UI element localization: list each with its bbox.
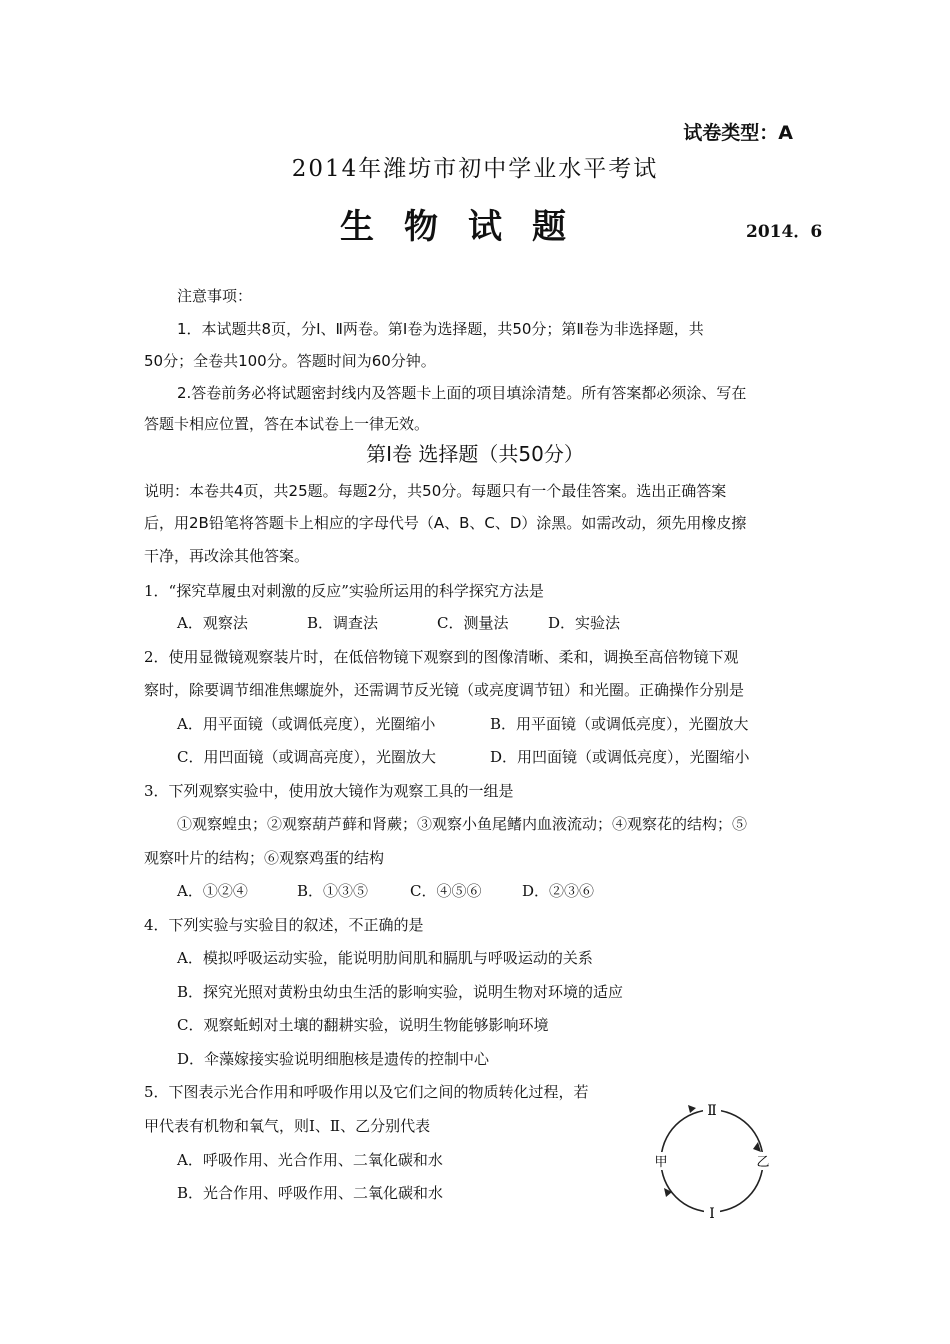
diagram-label-right: 乙 bbox=[756, 1155, 770, 1170]
notice-title: 注意事项： bbox=[177, 287, 253, 305]
q3-option-a: A．①②④ bbox=[177, 882, 248, 900]
exam-title: 2014年潍坊市初中学业水平考试 bbox=[291, 156, 659, 182]
arrow-bottom-left bbox=[664, 1188, 672, 1197]
notice-item1-line2: 50分；全卷共100分。答题时间为60分钟。 bbox=[144, 352, 436, 370]
q2-stem-line2: 察时，除要调节细准焦螺旋外，还需调节反光镜（或亮度调节钮）和光圈。正确操作分别是 bbox=[144, 681, 745, 699]
q1-option-c: C．测量法 bbox=[437, 614, 509, 632]
q2-stem-line1: 2．使用显微镜观察装片时，在低倍物镜下观察到的图像清晰、柔和，调换至高倍物镜下观 bbox=[144, 648, 739, 666]
q3-stem: 3．下列观察实验中，使用放大镜作为观察工具的一组是 bbox=[144, 782, 514, 800]
section1-desc-line3: 干净，再改涂其他答案。 bbox=[144, 547, 310, 565]
q1-option-d: D．实验法 bbox=[548, 614, 621, 632]
section1-title: 第Ⅰ卷 选择题（共50分） bbox=[366, 442, 584, 466]
q5-stem-line2: 甲代表有机物和氧气，则Ⅰ、Ⅱ、乙分别代表 bbox=[144, 1117, 431, 1135]
notice-item2-line1: 2.答卷前务必将试题密封线内及答题卡上面的项目填涂清楚。所有答案都必须涂、写在 bbox=[177, 384, 747, 402]
notice-item2-line2: 答题卡相应位置，答在本试卷上一律无效。 bbox=[144, 415, 430, 433]
q3-option-c: C．④⑤⑥ bbox=[410, 882, 482, 900]
q4-stem: 4．下列实验与实验目的叙述，不正确的是 bbox=[144, 916, 424, 934]
q5-stem-line1: 5．下图表示光合作用和呼吸作用以及它们之间的物质转化过程，若 bbox=[144, 1083, 589, 1101]
diagram-label-left: 甲 bbox=[654, 1155, 668, 1170]
cycle-circle bbox=[661, 1110, 763, 1212]
q3-list-line2: 观察叶片的结构；⑥观察鸡蛋的结构 bbox=[144, 849, 385, 867]
q1-option-a: A．观察法 bbox=[177, 614, 248, 632]
q3-option-b: B．①③⑤ bbox=[297, 882, 369, 900]
q2-option-a: A．用平面镜（或调低亮度），光圈缩小 bbox=[177, 715, 436, 733]
q4-option-c: C．观察蚯蚓对土壤的翻耕实验，说明生物能够影响环境 bbox=[177, 1016, 549, 1034]
q3-list-line1: ①观察蝗虫；②观察葫芦藓和肾蕨；③观察小鱼尾鳍内血液流动；④观察花的结构；⑤ bbox=[177, 815, 748, 833]
section1-desc-line1: 说明：本卷共4页，共25题。每题2分，共50分。每题只有一个最佳答案。选出正确答案 bbox=[144, 482, 727, 500]
subject-title: 生物试题 bbox=[340, 207, 596, 247]
q4-option-b: B．探究光照对黄粉虫幼虫生活的影响实验，说明生物对环境的适应 bbox=[177, 983, 624, 1001]
q1-stem: 1．“探究草履虫对刺激的反应”实验所运用的科学探究方法是 bbox=[144, 582, 544, 600]
q2-option-d: D．用凹面镜（或调低亮度），光圈缩小 bbox=[490, 748, 750, 766]
q5-option-b: B．光合作用、呼吸作用、二氧化碳和水 bbox=[177, 1184, 444, 1202]
exam-date: 2014．6 bbox=[746, 222, 823, 242]
q4-option-a: A．模拟呼吸运动实验，能说明肋间肌和膈肌与呼吸运动的关系 bbox=[177, 949, 593, 967]
q2-option-c: C．用凹面镜（或调高亮度），光圈放大 bbox=[177, 748, 436, 766]
q2-option-b: B．用平面镜（或调低亮度），光圈放大 bbox=[490, 715, 749, 733]
section1-desc-line2: 后，用2B铅笔将答题卡上相应的字母代号（A、B、C、D）涂黑。如需改动，须先用橡皮擦 bbox=[144, 514, 747, 532]
diagram-label-bottom: Ⅰ bbox=[709, 1206, 715, 1222]
arrow-top bbox=[688, 1105, 696, 1113]
diagram-label-top: Ⅱ bbox=[707, 1103, 717, 1119]
q3-option-d: D．②③⑥ bbox=[522, 882, 595, 900]
q4-option-d: D．伞藻嫁接实验说明细胞核是遗传的控制中心 bbox=[177, 1050, 490, 1068]
q1-option-b: B．调查法 bbox=[307, 614, 379, 632]
q5-option-a: A．呼吸作用、光合作用、二氧化碳和水 bbox=[177, 1151, 443, 1169]
notice-item1-line1: 1．本试题共8页，分Ⅰ、Ⅱ两卷。第Ⅰ卷为选择题，共50分；第Ⅱ卷为非选择题，共 bbox=[177, 320, 704, 338]
q5-cycle-diagram bbox=[648, 1096, 788, 1226]
paper-type-label: 试卷类型：A bbox=[683, 122, 793, 144]
